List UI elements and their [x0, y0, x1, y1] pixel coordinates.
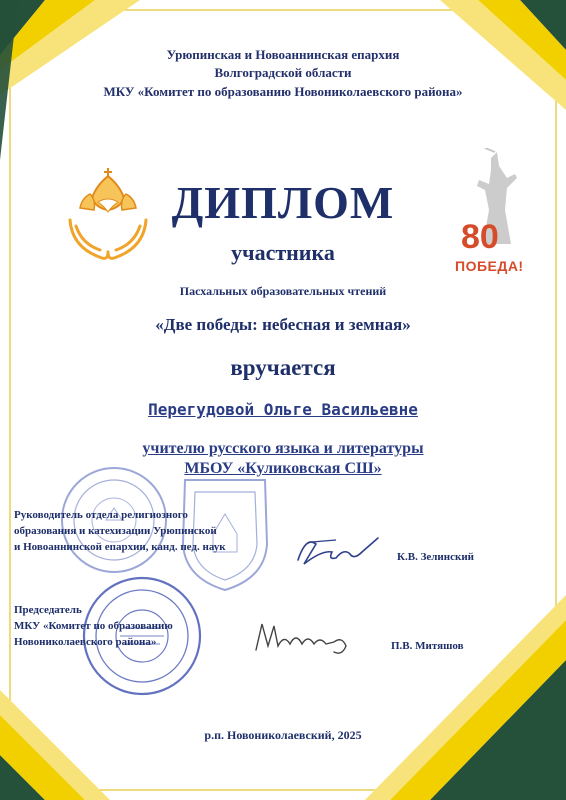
signer2-title [14, 602, 173, 650]
signer2-title-line1: Председатель [14, 604, 82, 616]
recipient-school: МБОУ «Куликовская СШ» [184, 460, 382, 477]
signer1-name: К.В. Зелинский [397, 551, 474, 563]
footer-place-year: р.п. Новониколаевский, 2025 [204, 728, 362, 742]
event-theme: «Две победы: небесная и земная» [155, 315, 411, 334]
signature-zelinsky [292, 530, 382, 570]
diploma-title: ДИПЛОМ [171, 177, 395, 228]
badge-number: 80 [461, 218, 499, 256]
signer2-title-line3: Новониколаевского района» [14, 636, 157, 648]
diploma-subtitle: участника [231, 240, 335, 265]
victory-badge [455, 148, 535, 278]
signer2-name: П.В. Митяшов [391, 640, 464, 652]
signature-mityashov [250, 616, 360, 660]
event-name: Пасхальных образовательных чтений [179, 284, 387, 298]
signer1-title [14, 507, 226, 555]
header-region: Волгоградской области [214, 65, 352, 80]
recipient-name: Перегудовой Ольге Васильевне [148, 400, 418, 419]
handed-label: вручается [230, 355, 336, 380]
signer1-title-line2: образования и катехизации Урюпинской [14, 525, 217, 537]
signer1-title-line1: Руководитель отдела религиозного [14, 509, 188, 521]
header-committee: МКУ «Комитет по образованию Новониколаевского района» [103, 84, 463, 99]
recipient-position: учителю русского языка и литературы [142, 440, 424, 457]
header-diocese: Урюпинская и Новоаннинская епархия [166, 47, 400, 62]
signer1-title-line3: и Новоаннинской епархии, канд. пед. наук [14, 541, 226, 553]
badge-label: ПОБЕДА! [455, 258, 524, 274]
signer2-title-line2: МКУ «Комитет по образованию [14, 620, 173, 632]
